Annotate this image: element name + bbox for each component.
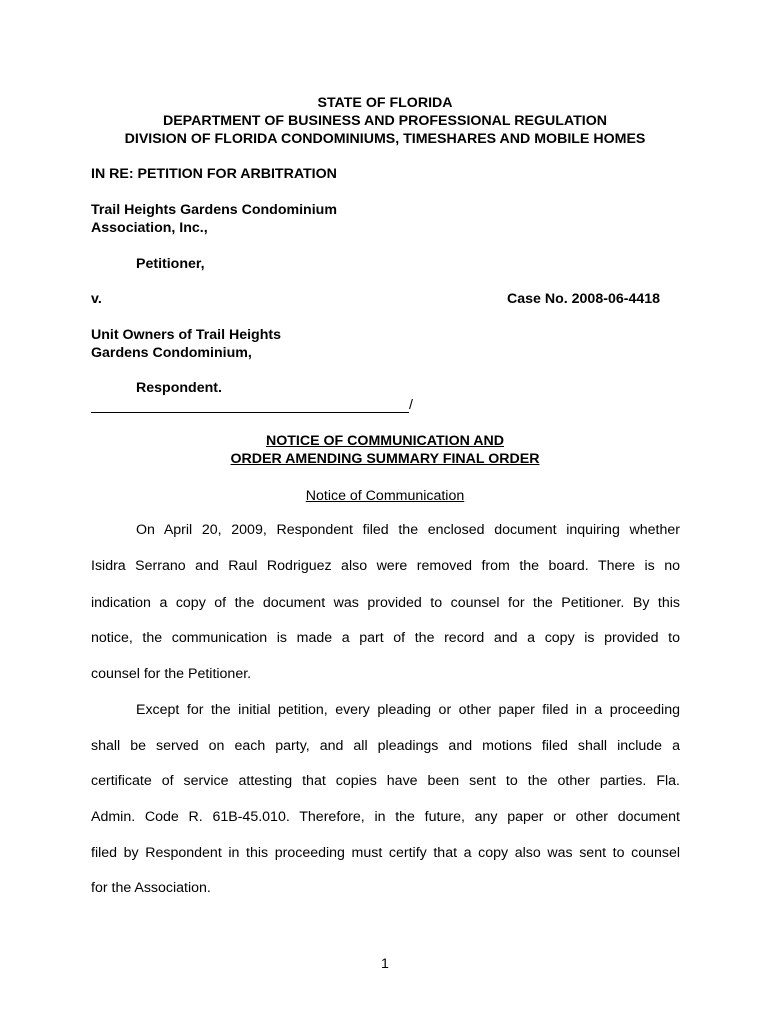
page-number: 1 xyxy=(381,956,389,972)
title-line1 xyxy=(0,432,770,450)
petitioner-name-line2: Association, Inc., xyxy=(91,220,208,236)
respondent-name-line1: Unit Owners of Trail Heights xyxy=(91,327,281,343)
petitioner-role: Petitioner, xyxy=(136,256,205,272)
section-heading-text: Notice of Communication xyxy=(305,488,465,504)
paragraph2-line3: certificate of service attesting that copies have been sent to the other parties. Fla. xyxy=(91,773,680,789)
section-heading xyxy=(0,487,770,505)
versus: v. xyxy=(91,291,102,307)
header-division: DIVISION OF FLORIDA CONDOMINIUMS, TIMESHARES AND MOBILE HOMES xyxy=(124,131,646,147)
paragraph1-line5: counsel for the Petitioner. xyxy=(91,666,252,682)
paragraph1-line2: Isidra Serrano and Raul Rodriguez also were removed from the board. There is no xyxy=(91,558,680,574)
paragraph1-line3: indication a copy of the document was provided to counsel for the Petitioner. By this xyxy=(91,595,680,611)
in-re-line: IN RE: PETITION FOR ARBITRATION xyxy=(91,166,337,182)
title-line1-text: NOTICE OF COMMUNICATION AND xyxy=(265,433,504,449)
paragraph2-line1: Except for the initial petition, every pleading or other paper filed in a proceeding xyxy=(136,702,680,718)
petitioner-name-line1: Trail Heights Gardens Condominium xyxy=(91,202,337,218)
paragraph1-line4: notice, the communication is made a part of the record and a copy is provided to xyxy=(91,630,680,646)
caption-rule xyxy=(91,412,409,413)
caption-slash: / xyxy=(409,397,413,413)
paragraph1-line1: On April 20, 2009, Respondent filed the enclosed document inquiring whether xyxy=(136,522,680,538)
paragraph2-line2: shall be served on each party, and all pleadings and motions filed shall include a xyxy=(91,738,680,754)
paragraph2-line4: Admin. Code R. 61B-45.010. Therefore, in the future, any paper or other document xyxy=(91,809,680,825)
header-department: DEPARTMENT OF BUSINESS AND PROFESSIONAL REGULATION xyxy=(162,113,608,129)
case-number: Case No. 2008-06-4418 xyxy=(507,291,661,307)
respondent-name-line2: Gardens Condominium, xyxy=(91,345,252,361)
paragraph2-line6: for the Association. xyxy=(91,880,211,896)
title-line2 xyxy=(0,450,770,468)
respondent-role: Respondent. xyxy=(136,380,222,396)
paragraph2-line5: filed by Respondent in this proceeding must certify that a copy also was sent to counsel xyxy=(91,845,680,861)
header-state: STATE OF FLORIDA xyxy=(317,95,453,111)
title-line2-text: ORDER AMENDING SUMMARY FINAL ORDER xyxy=(230,451,540,467)
